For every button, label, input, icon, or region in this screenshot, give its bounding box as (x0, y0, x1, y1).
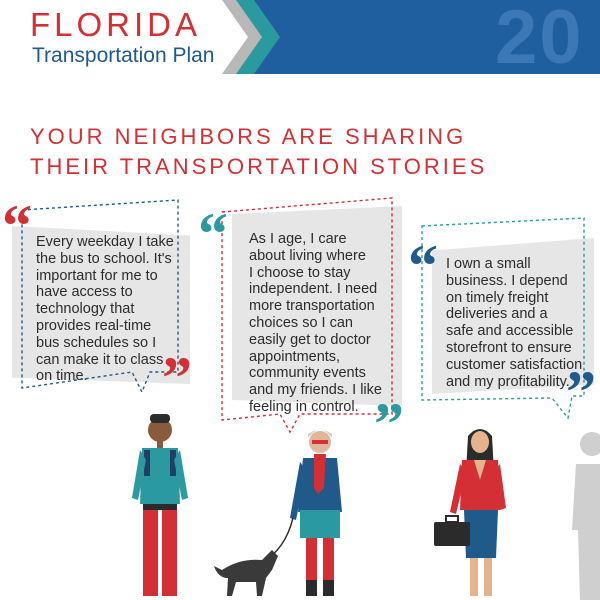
quote-close-icon: ” (374, 391, 404, 457)
quote-open-icon: “ (198, 201, 228, 267)
brand-subtitle: Transportation Plan (32, 44, 215, 67)
senior-figure (262, 430, 342, 596)
headline-line-2: THEIR TRANSPORTATION STORIES (30, 154, 488, 179)
headline (30, 122, 590, 182)
chevron-graphic (222, 0, 282, 80)
business-owner-figure (434, 429, 506, 596)
headline-line-1: YOUR NEIGHBORS ARE SHARING (30, 124, 467, 149)
banner-year: 20 (495, 0, 584, 74)
dog-figure (214, 550, 278, 596)
student-figure (132, 414, 188, 596)
quote-open-icon: “ (408, 233, 438, 299)
story-text-senior: As I age, I care about living where I choose to stay independent. I need more transportation choices so I can easily get to doctor appointments, community events and my friends. I like feeling in control. (249, 231, 382, 415)
quote-close-icon: ” (162, 345, 192, 411)
gray-figure (572, 432, 600, 600)
story-text-student: Every weekday I take the bus to school. It's important for me to have access to technology that provides real-time bus schedules so I can make it to class on time. (36, 234, 174, 385)
story-text-business: I own a small business. I depend on timely freight deliveries and a safe and accessible storefront to ensure customer satisfaction and my profitability. (446, 256, 583, 390)
header-banner (0, 0, 600, 88)
brand-title: FLORIDA (30, 6, 202, 43)
quote-close-icon: ” (566, 359, 596, 425)
quote-open-icon: “ (2, 193, 32, 259)
people-illustration (0, 400, 600, 600)
